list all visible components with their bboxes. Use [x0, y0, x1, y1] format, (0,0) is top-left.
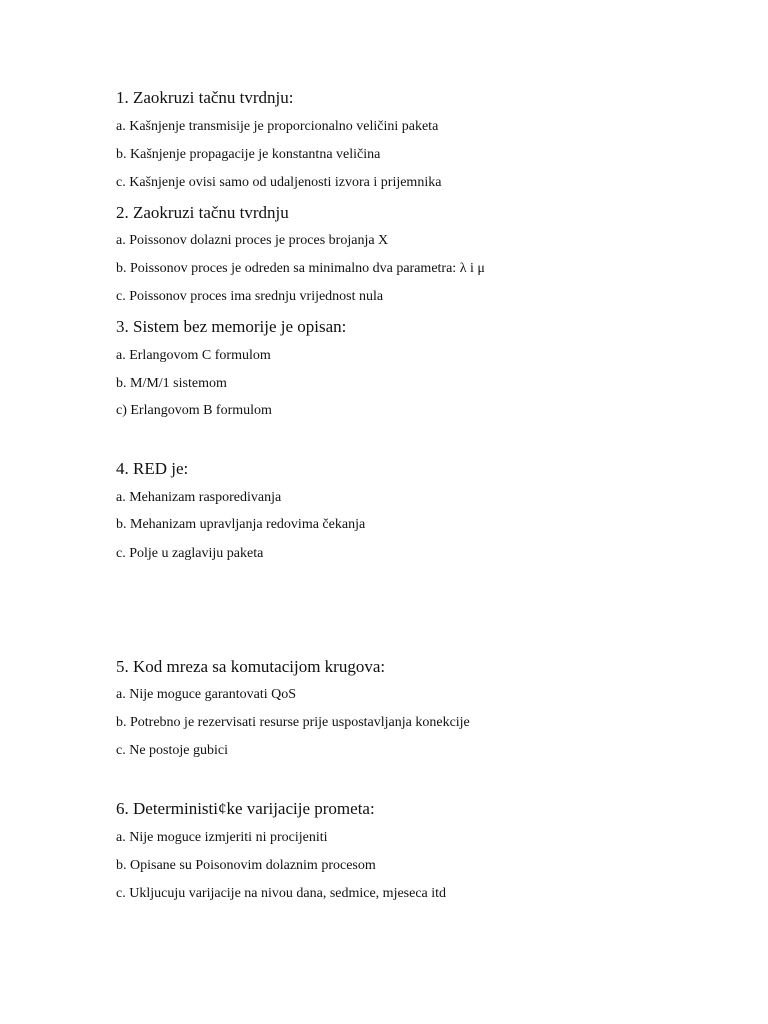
question-1-text: 1. Zaokruzi tačnu tvrdnju: — [116, 88, 294, 107]
question-2-text: 2. Zaokruzi tačnu tvrdnju — [116, 203, 289, 222]
question-3-option-b: b. M/M/1 sistemom — [116, 376, 227, 391]
question-6-text: 6. Deterministi¢ke varijacije prometa: — [116, 799, 375, 818]
question-6-option-a: a. Nije moguce izmjeriti ni procijeniti — [116, 830, 328, 845]
question-5-option-c: c. Ne postoje gubici — [116, 743, 228, 758]
question-1-option-a: a. Kašnjenje transmisije je proporcionalno veličini paketa — [116, 119, 439, 134]
question-1-option-c: c. Kašnjenje ovisi samo od udaljenosti izvora i prijemnika — [116, 175, 442, 190]
question-2-option-a: a. Poissonov dolazni proces je proces brojanja X — [116, 233, 389, 248]
question-4-text: 4. RED je: — [116, 459, 189, 478]
question-6-option-c: c. Ukljucuju varijacije na nivou dana, sedmice, mjeseca itd — [116, 886, 447, 901]
question-2-option-b: b. Poissonov proces je odreden sa minimalno dva parametra: λ i μ — [116, 261, 485, 276]
question-4-option-b: b. Mehanizam upravljanja redovima čekanja — [116, 517, 366, 532]
question-3-option-c: c) Erlangovom B formulom — [116, 403, 272, 418]
question-5-text: 5. Kod mreza sa komutacijom krugova: — [116, 657, 386, 676]
question-3-option-a: a. Erlangovom C formulom — [116, 348, 271, 363]
question-4-option-c: c. Polje u zaglaviju paketa — [116, 546, 264, 561]
question-5-option-b: b. Potrebno je rezervisati resurse prije uspostavljanja konekcije — [116, 715, 470, 730]
question-6-option-b: b. Opisane su Poisonovim dolaznim procesom — [116, 858, 376, 873]
question-4-option-a: a. Mehanizam rasporedivanja — [116, 490, 282, 505]
question-1-option-b: b. Kašnjenje propagacije je konstantna veličina — [116, 147, 381, 162]
question-2-option-c: c. Poissonov proces ima srednju vrijednost nula — [116, 289, 384, 304]
question-5-option-a: a. Nije moguce garantovati QoS — [116, 687, 297, 702]
question-3-text: 3. Sistem bez memorije je opisan: — [116, 317, 347, 336]
